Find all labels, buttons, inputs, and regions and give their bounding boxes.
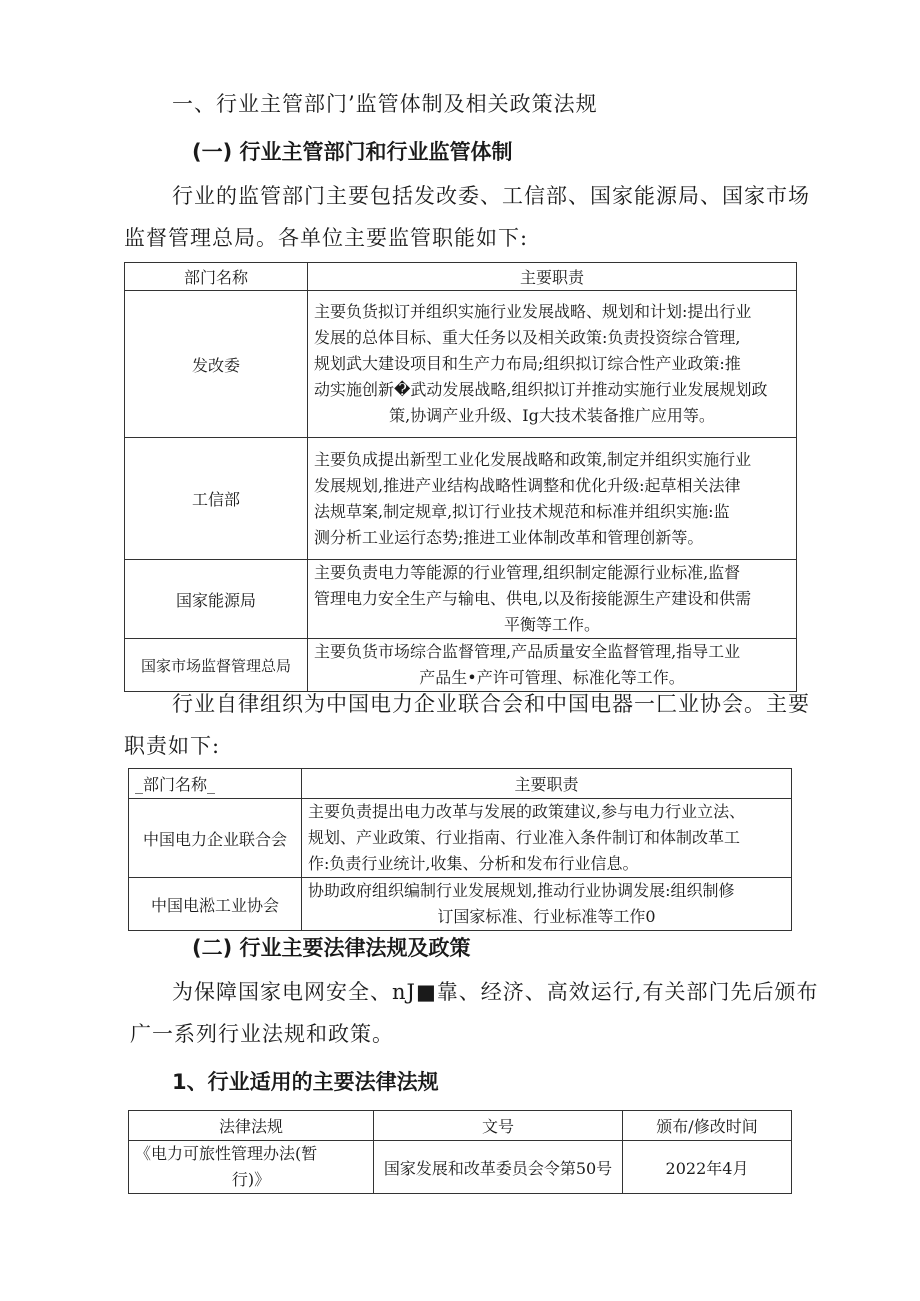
table-row [125, 560, 797, 639]
table1-header-name: 部门名称 [125, 263, 308, 291]
table2-header-name: _部门名称_ [129, 769, 302, 799]
intro3-line1: 为保障国家电网安全、nJ■靠、经济、高效运行,有关部门先后颁布 [172, 980, 819, 1004]
subsection-heading-2: (二) 行业主要法律法规及政策 [192, 936, 471, 960]
dept-duty: 主要负责电力等能源的行业管理,组织制定能源行业标准,监督 管理电力安全生产与输电、供电,以及衔接能源生产建设和供需 平衡等工作。 [308, 560, 797, 639]
org-duty: 协助政府组织编制行业发展规划,推动行业协调发展:组织制修 订国家标准、行业标准等工作0 [302, 878, 792, 931]
table3-header-law: 法律法规 [129, 1111, 374, 1141]
table-row [129, 1141, 792, 1194]
dept-name: 工信部 [125, 438, 308, 560]
table-row [125, 291, 797, 438]
table-row [125, 438, 797, 560]
table3-header-doc: 文号 [374, 1111, 623, 1141]
org-duty: 主要负责提出电力改革与发展的政策建议,参与电力行业立法、 规划、产业政策、行业指南、行业准入条件制订和体制改革工 作:负责行业统计,收集、分析和发布行业信息。 [302, 799, 792, 878]
intro1-line2: 监督管理总局。各单位主要监管职能如下: [124, 226, 529, 250]
table-row [129, 878, 792, 931]
section-heading: 一、行业主管部门’监管体制及相关政策法规 [172, 92, 598, 116]
law-name: 《电力可旅性管理办法(暂 行)》 [129, 1141, 374, 1194]
table1-header-duty: 主要职责 [308, 263, 797, 291]
table-row [129, 799, 792, 878]
intro2-line1: 行业自律组织为中国电力企业联合会和中国电器一匚业协会。主要 [172, 692, 810, 716]
subsection-heading-3: 1、行业适用的主要法律法规 [172, 1070, 439, 1094]
org-name: 中国电淞工业协会 [129, 878, 302, 931]
dept-name: 发改委 [125, 291, 308, 438]
dept-name: 国家能源局 [125, 560, 308, 639]
intro3-line2: 广一系列行业法规和政策。 [130, 1022, 394, 1046]
subsection-heading-1: (一) 行业主管部门和行业监管体制 [192, 140, 513, 164]
dept-duty: 主要负货市场综合监督管理,产品质量安全监督管理,指导工业 产品生•产许可管理、标准化等工作。 [308, 639, 797, 692]
intro2-line2: 职责如下: [124, 734, 221, 758]
intro1-line1: 行业的监管部门主要包括发改委、工信部、国家能源局、国家市场 [172, 184, 810, 208]
dept-duty: 主要负成提出新型工业化发展战略和政策,制定并组织实施行业 发展规划,推进产业结构战略性调整和优化升级:起草相关法律 法规草案,制定规章,拟订行业技术规范和标准并组织实施:监 测分析工业运行态势;推进工业体制改革和管理创新等。 [308, 438, 797, 560]
table3-header-date: 颁布/修改时间 [623, 1111, 792, 1141]
dept-name: 国家市场监督管理总局 [125, 639, 308, 692]
laws-table [128, 1110, 792, 1194]
org-name: 中国电力企业联合会 [129, 799, 302, 878]
law-date: 2022年4月 [623, 1141, 792, 1194]
associations-table [128, 768, 792, 931]
dept-duty: 主要负货拟订并组织实施行业发展战略、规划和计划:提出行业 发展的总体目标、重大任务以及相关政策:负责投资综合管理, 规划武大建设项目和生产力布局;组织拟订综合性产业政策:推 动实施创新�武动发展战略,组织拟订并推动实施行业发展规划政 策,协调产业升级、Ig大技术装备推广应用等。 [308, 291, 797, 438]
table2-header-duty: 主要职责 [302, 769, 792, 799]
table-row [125, 639, 797, 692]
law-doc-number: 国家发展和改革委员会令第50号 [374, 1141, 623, 1194]
regulators-table [124, 262, 797, 692]
